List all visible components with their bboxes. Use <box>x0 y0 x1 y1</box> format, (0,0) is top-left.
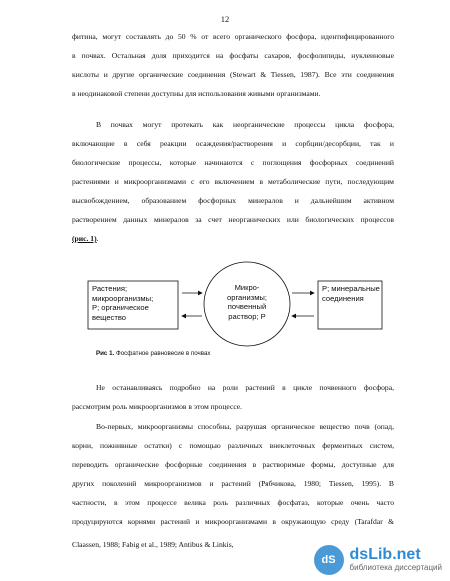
center-line-2: организмы; <box>227 292 267 302</box>
para3-line-1: Не останавливаясь подробно на роли растений в цикле почвенного фосфора, <box>96 383 394 392</box>
left-box-text <box>92 284 153 322</box>
right-box-line-1: P; минеральные <box>322 284 380 293</box>
para1-line-1: фитина, могут составлять до 50 % от всего органического фосфора, идентифицированного <box>72 32 394 41</box>
figure-reference-link[interactable]: (рис. 1) <box>72 234 97 243</box>
para2-line-2: включающие в себя реакции осаждения/растворения и сорбции/десорбции, так и <box>72 139 394 148</box>
left-box-line-3: P; органическое <box>92 303 149 312</box>
para1-line-3: кислоты и другие органические соединения (Stewart & Tiessen, 1987). Все эти соединения <box>72 70 394 79</box>
left-box-line-2: микроорганизмы; <box>92 293 154 303</box>
center-line-4: раствор; P <box>228 311 266 321</box>
para2-line-1: В почвах могут протекать как неорганические процессы цикла фосфора, <box>96 120 394 129</box>
figure-caption <box>96 350 211 357</box>
para1-line-4: в неодинаковой степени доступны для использования живыми организмами. <box>72 89 321 98</box>
right-box-text <box>322 284 380 303</box>
para2-line-4: растениями и микроорганизмами с его включением в метаболические пути, последующим <box>72 177 394 186</box>
left-box-line-4: вещество <box>92 312 127 322</box>
page-number: 12 <box>220 14 230 24</box>
para4-line-3: переводить органические фосфорные соединения в растворимые формы, доступные для <box>72 460 394 469</box>
para4-line-1: Во-первых, микроорганизмы способны, разрушая органическое вещество почв (опад, <box>96 422 394 431</box>
dslib-watermark[interactable] <box>314 545 442 575</box>
dslib-logo-icon: dS <box>314 545 344 575</box>
para1-line-2: в почвах. Остальная доля приходится на фосфаты сахаров, фосфолипиды, нуклеиновые <box>72 51 394 60</box>
left-box-line-1: Растения; <box>92 284 128 293</box>
para2-line-5: высвобождением, образованием фосфорных минералов и дальнейшим активном <box>72 196 394 205</box>
caption-text: Фосфатное равновесие в почвах <box>114 350 211 357</box>
para2-line-6: растворением данных минералов за счет неорганических или биологических процессов <box>72 215 394 224</box>
center-circle-text <box>214 283 280 321</box>
watermark-text <box>350 547 442 573</box>
watermark-brand: dsLib.net <box>349 546 421 563</box>
para4-line-4: других поколений микроорганизмов и растений (Рябчикова, 1980; Tiessen, 1995). В <box>72 479 394 488</box>
center-line-1: Микро- <box>234 283 260 292</box>
caption-label: Рис 1. <box>96 350 115 357</box>
right-box-line-2: соединения <box>322 293 364 303</box>
center-line-3: почвенный <box>227 302 267 311</box>
para2-end: . <box>96 234 99 243</box>
para4-line-5: частности, в этом процессе велика роль различных фосфатаз, которые очень часто <box>72 498 394 507</box>
para4-line-7: Claassen, 1988; Fabig et al., 1989; Antibus & Linkis, <box>72 540 234 549</box>
watermark-subtitle: библиотека диссертаций <box>349 563 442 572</box>
para2-line-7 <box>72 234 394 244</box>
para4-line-6: продуцируются корнями растений и микроорганизмами в окружающую среду (Tarafdar & <box>72 517 394 526</box>
para3-line-2: рассмотрим роль микроорганизмов в этом процессе. <box>72 402 243 411</box>
para4-line-2: корни, пожнивные остатки) с помощью различных внеклеточных ферментных систем, <box>72 441 394 450</box>
para2-line-3: биологические процессы, которые начинаются с поглощения фосфорных соединений <box>72 158 394 167</box>
